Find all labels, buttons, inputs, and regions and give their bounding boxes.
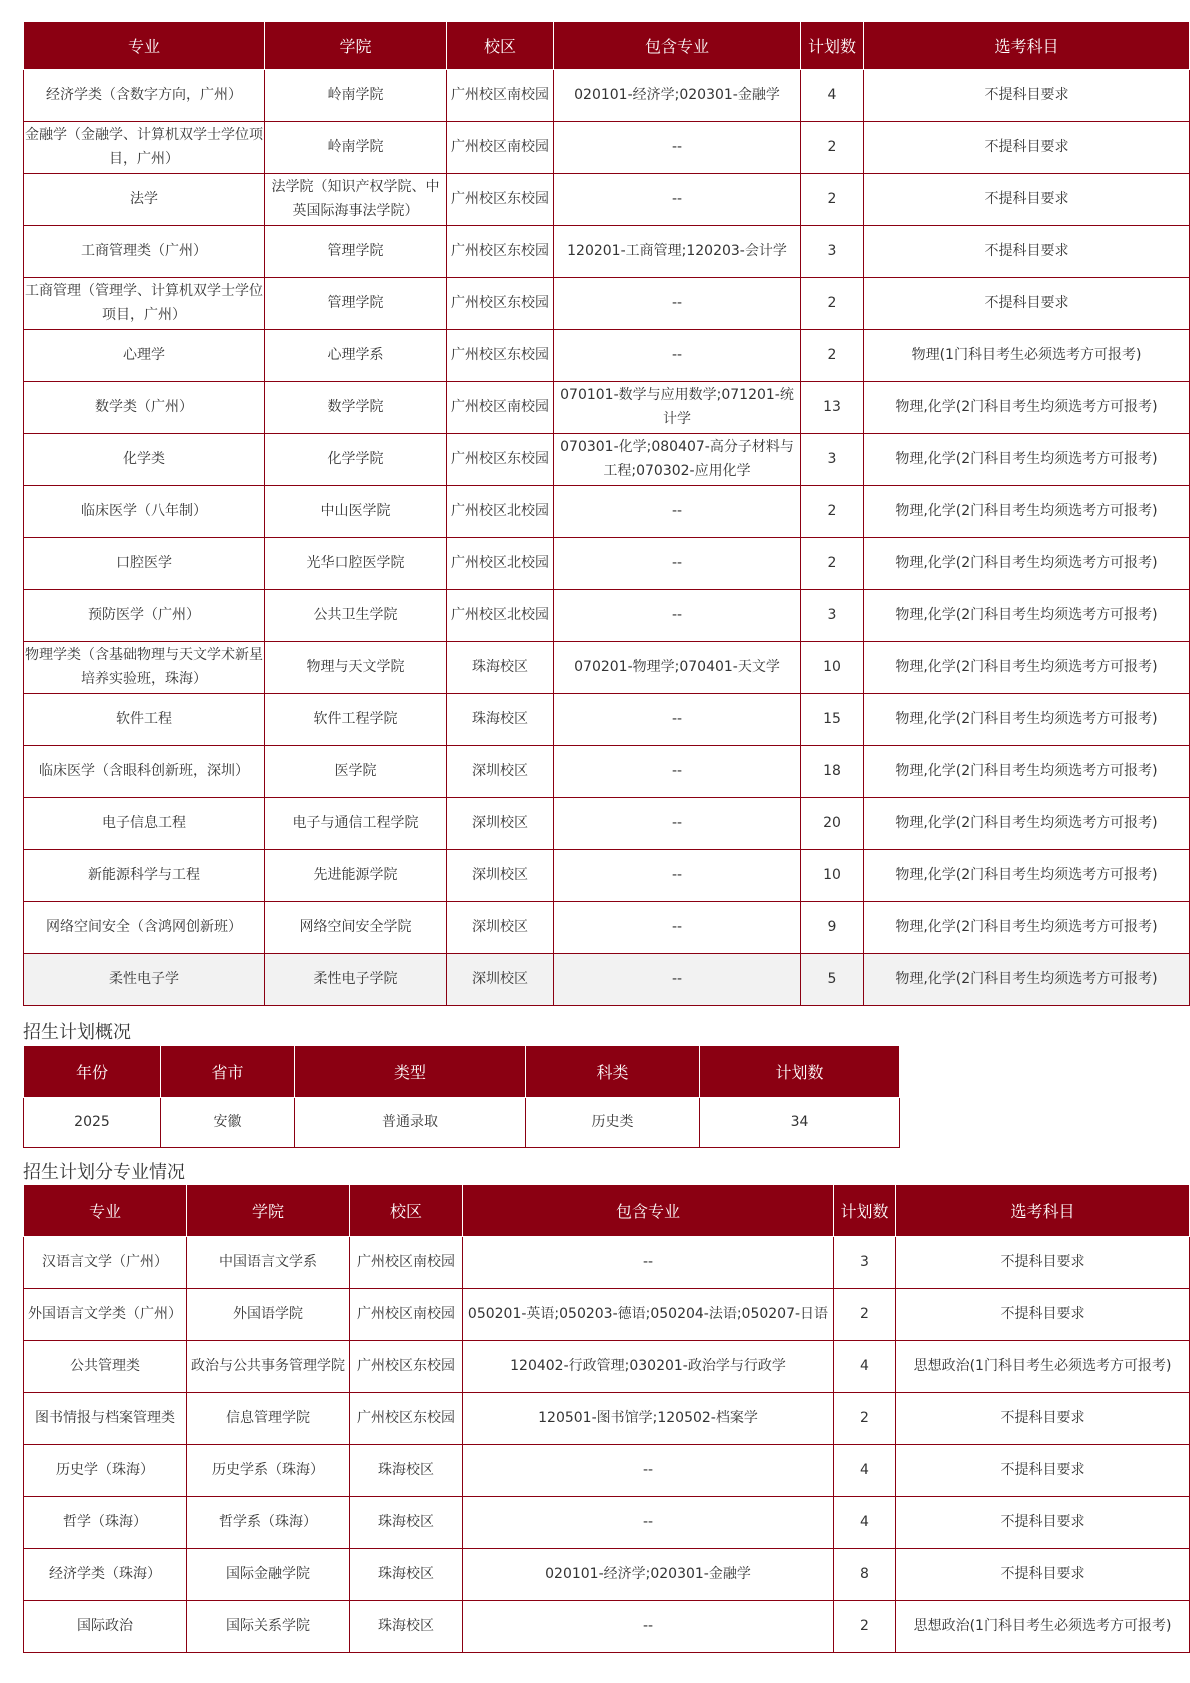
table-cell: 4 [801,69,864,121]
column-header: 学院 [187,1185,350,1236]
table-row [24,953,1190,1005]
table-cell: 珠海校区 [447,693,554,745]
table-header-row [24,1046,900,1097]
table-cell: 数学学院 [265,381,447,433]
table-cell: 心理学系 [265,329,447,381]
table-cell: 4 [834,1444,896,1496]
table-cell: 广州校区东校园 [447,329,554,381]
column-header: 包含专业 [554,22,801,69]
table-cell: 经济学类（珠海） [24,1548,187,1600]
table-cell: 13 [801,381,864,433]
table-cell: 3 [801,589,864,641]
table-cell: 不提科目要求 [896,1392,1190,1444]
table-cell: 珠海校区 [447,641,554,693]
table-row [24,901,1190,953]
table-cell: 2 [801,121,864,173]
table-cell: 物理,化学(2门科目考生均须选考方可报考) [864,589,1190,641]
column-header: 校区 [447,22,554,69]
table-cell: 历史学（珠海） [24,1444,187,1496]
table-cell: -- [554,277,801,329]
table-cell: 临床医学（八年制） [24,485,265,537]
table-cell: -- [554,901,801,953]
table-cell: 34 [700,1097,900,1147]
table-cell: 不提科目要求 [896,1288,1190,1340]
table-cell: 8 [834,1548,896,1600]
table-cell: 珠海校区 [350,1496,463,1548]
table-cell: 020101-经济学;020301-金融学 [463,1548,834,1600]
table-cell: 20 [801,797,864,849]
table-row [24,485,1190,537]
table-cell: -- [554,953,801,1005]
table-cell: -- [554,173,801,225]
table-cell: 汉语言文学（广州） [24,1236,187,1288]
table-cell: 070301-化学;080407-高分子材料与工程;070302-应用化学 [554,433,801,485]
table-cell: 深圳校区 [447,797,554,849]
table-row [24,537,1190,589]
table-row [24,589,1190,641]
table-cell: 物理,化学(2门科目考生均须选考方可报考) [864,797,1190,849]
table-cell: -- [554,121,801,173]
table-row [24,797,1190,849]
table-cell: 先进能源学院 [265,849,447,901]
table-cell: 软件工程 [24,693,265,745]
table-cell: 新能源科学与工程 [24,849,265,901]
table-cell: 岭南学院 [265,121,447,173]
table-cell: 中国语言文学系 [187,1236,350,1288]
table-cell: 口腔医学 [24,537,265,589]
table-row [24,1548,1190,1600]
table-cell: 数学类（广州） [24,381,265,433]
table-row [24,1236,1190,1288]
column-header: 专业 [24,1185,187,1236]
table-cell: 历史学系（珠海） [187,1444,350,1496]
table-row [24,1600,1190,1652]
table-row [24,1288,1190,1340]
table-cell: 4 [834,1496,896,1548]
table-cell: 2025 [24,1097,161,1147]
table-cell: 哲学（珠海） [24,1496,187,1548]
table-cell: 不提科目要求 [864,121,1190,173]
column-header: 专业 [24,22,265,69]
table-cell: 历史类 [526,1097,700,1147]
table-row [24,121,1190,173]
table-cell: 深圳校区 [447,745,554,797]
table-cell: 050201-英语;050203-德语;050204-法语;050207-日语 [463,1288,834,1340]
enrollment-by-major-table-2 [23,1185,1190,1653]
table-cell: 公共卫生学院 [265,589,447,641]
table-cell: 15 [801,693,864,745]
table-row [24,1392,1190,1444]
table-row [24,1097,900,1147]
table-row [24,225,1190,277]
table-cell: 外国语学院 [187,1288,350,1340]
table-cell: 软件工程学院 [265,693,447,745]
table-cell: 深圳校区 [447,901,554,953]
table-cell: 不提科目要求 [896,1548,1190,1600]
table-cell: 3 [801,433,864,485]
table-cell: 管理学院 [265,225,447,277]
table-cell: 岭南学院 [265,69,447,121]
table-cell: 安徽 [161,1097,295,1147]
table-row [24,641,1190,693]
table-cell: 070201-物理学;070401-天文学 [554,641,801,693]
table-cell: 广州校区东校园 [447,433,554,485]
table-cell: 物理,化学(2门科目考生均须选考方可报考) [864,433,1190,485]
table-cell: 2 [801,173,864,225]
table-row [24,693,1190,745]
plan-overview-table [23,1046,900,1148]
table-cell: -- [554,745,801,797]
table-cell: 2 [801,277,864,329]
table-cell: 法学院（知识产权学院、中英国际海事法学院） [265,173,447,225]
table-cell: 物理,化学(2门科目考生均须选考方可报考) [864,537,1190,589]
table-cell: 不提科目要求 [896,1236,1190,1288]
table-row [24,1444,1190,1496]
table-cell: 2 [801,329,864,381]
table-cell: -- [554,849,801,901]
table-cell: 物理,化学(2门科目考生均须选考方可报考) [864,693,1190,745]
table-cell: 广州校区东校园 [447,225,554,277]
column-header: 年份 [24,1046,161,1097]
table-cell: 金融学（金融学、计算机双学士学位项目，广州） [24,121,265,173]
section-title-plan-by-major: 招生计划分专业情况 [23,1162,185,1183]
table-cell: 物理(1门科目考生必须选考方可报考) [864,329,1190,381]
column-header: 计划数 [834,1185,896,1236]
table-cell: 不提科目要求 [864,277,1190,329]
enrollment-by-major-table-1 [23,22,1190,1006]
table-cell: 公共管理类 [24,1340,187,1392]
table-cell: 广州校区南校园 [447,69,554,121]
table-cell: 广州校区东校园 [447,173,554,225]
table-cell: -- [463,1600,834,1652]
table-row [24,69,1190,121]
column-header: 包含专业 [463,1185,834,1236]
section-title-plan-overview: 招生计划概况 [23,1022,131,1043]
table-cell: 广州校区南校园 [447,121,554,173]
table-cell: 物理,化学(2门科目考生均须选考方可报考) [864,849,1190,901]
table-cell: 法学 [24,173,265,225]
table-cell: 广州校区东校园 [447,277,554,329]
table-cell: 光华口腔医学院 [265,537,447,589]
table-cell: 物理,化学(2门科目考生均须选考方可报考) [864,641,1190,693]
table-cell: -- [554,693,801,745]
table-cell: 120501-图书馆学;120502-档案学 [463,1392,834,1444]
table-cell: -- [554,797,801,849]
table-row [24,381,1190,433]
table-cell: 广州校区南校园 [447,381,554,433]
table-cell: 哲学系（珠海） [187,1496,350,1548]
column-header: 计划数 [700,1046,900,1097]
table-row [24,277,1190,329]
table-cell: 思想政治(1门科目考生必须选考方可报考) [896,1600,1190,1652]
table-cell: 9 [801,901,864,953]
table-cell: 5 [801,953,864,1005]
table-cell: 物理,化学(2门科目考生均须选考方可报考) [864,745,1190,797]
table-cell: 珠海校区 [350,1600,463,1652]
table-cell: 医学院 [265,745,447,797]
table-cell: 电子与通信工程学院 [265,797,447,849]
table-cell: 珠海校区 [350,1548,463,1600]
table-cell: 广州校区北校园 [447,589,554,641]
table-cell: 深圳校区 [447,849,554,901]
table-cell: 柔性电子学 [24,953,265,1005]
table-row [24,1496,1190,1548]
table-cell: 中山医学院 [265,485,447,537]
table-cell: 不提科目要求 [864,173,1190,225]
table-cell: 2 [801,537,864,589]
table-cell: 电子信息工程 [24,797,265,849]
table-header-row [24,1185,1190,1236]
table-cell: -- [463,1496,834,1548]
table-cell: 信息管理学院 [187,1392,350,1444]
table-cell: 2 [801,485,864,537]
table-cell: 2 [834,1392,896,1444]
table-cell: 物理,化学(2门科目考生均须选考方可报考) [864,485,1190,537]
table-cell: 物理,化学(2门科目考生均须选考方可报考) [864,901,1190,953]
table-cell: 管理学院 [265,277,447,329]
table-cell: 不提科目要求 [896,1444,1190,1496]
table-cell: 120201-工商管理;120203-会计学 [554,225,801,277]
table-cell: 070101-数学与应用数学;071201-统计学 [554,381,801,433]
table-row [24,849,1190,901]
table-cell: 3 [801,225,864,277]
table-cell: 2 [834,1600,896,1652]
table-cell: -- [554,485,801,537]
table-cell: 不提科目要求 [896,1496,1190,1548]
table-cell: 化学学院 [265,433,447,485]
table-cell: 外国语言文学类（广州） [24,1288,187,1340]
table-cell: 珠海校区 [350,1444,463,1496]
table-cell: 工商管理（管理学、计算机双学士学位项目，广州） [24,277,265,329]
table-cell: 经济学类（含数字方向，广州） [24,69,265,121]
table-row [24,745,1190,797]
table-cell: 3 [834,1236,896,1288]
table-cell: 10 [801,641,864,693]
table-cell: 思想政治(1门科目考生必须选考方可报考) [896,1340,1190,1392]
table-cell: 柔性电子学院 [265,953,447,1005]
table-cell: -- [554,329,801,381]
table-cell: 120402-行政管理;030201-政治学与行政学 [463,1340,834,1392]
table-cell: 心理学 [24,329,265,381]
table-cell: 图书情报与档案管理类 [24,1392,187,1444]
table-cell: 国际关系学院 [187,1600,350,1652]
table-row [24,433,1190,485]
table-cell: 网络空间安全（含鸿网创新班） [24,901,265,953]
table-cell: 深圳校区 [447,953,554,1005]
table-cell: 临床医学（含眼科创新班，深圳） [24,745,265,797]
table-cell: 不提科目要求 [864,225,1190,277]
column-header: 选考科目 [864,22,1190,69]
table-cell: 广州校区南校园 [350,1288,463,1340]
table-header-row [24,22,1190,69]
table-cell: 物理,化学(2门科目考生均须选考方可报考) [864,953,1190,1005]
table-row [24,1340,1190,1392]
table-cell: -- [463,1444,834,1496]
column-header: 学院 [265,22,447,69]
table-row [24,329,1190,381]
column-header: 类型 [295,1046,526,1097]
table-cell: 化学类 [24,433,265,485]
table-cell: 物理学类（含基础物理与天文学术新星培养实验班，珠海） [24,641,265,693]
column-header: 科类 [526,1046,700,1097]
table-cell: 物理,化学(2门科目考生均须选考方可报考) [864,381,1190,433]
table-cell: 物理与天文学院 [265,641,447,693]
column-header: 省市 [161,1046,295,1097]
table-cell: 广州校区南校园 [350,1236,463,1288]
table-cell: 不提科目要求 [864,69,1190,121]
table-cell: -- [463,1236,834,1288]
table-cell: -- [554,537,801,589]
table-cell: 4 [834,1340,896,1392]
table-cell: 普通录取 [295,1097,526,1147]
table-cell: 国际政治 [24,1600,187,1652]
table-cell: 国际金融学院 [187,1548,350,1600]
table-cell: 10 [801,849,864,901]
table-cell: 广州校区东校园 [350,1392,463,1444]
table-cell: 广州校区北校园 [447,485,554,537]
table-cell: 预防医学（广州） [24,589,265,641]
table-cell: 网络空间安全学院 [265,901,447,953]
table-cell: 2 [834,1288,896,1340]
table-cell: 广州校区北校园 [447,537,554,589]
table-row [24,173,1190,225]
column-header: 计划数 [801,22,864,69]
table-cell: -- [554,589,801,641]
column-header: 选考科目 [896,1185,1190,1236]
table-cell: 工商管理类（广州） [24,225,265,277]
column-header: 校区 [350,1185,463,1236]
table-cell: 020101-经济学;020301-金融学 [554,69,801,121]
table-cell: 18 [801,745,864,797]
table-cell: 广州校区东校园 [350,1340,463,1392]
table-cell: 政治与公共事务管理学院 [187,1340,350,1392]
